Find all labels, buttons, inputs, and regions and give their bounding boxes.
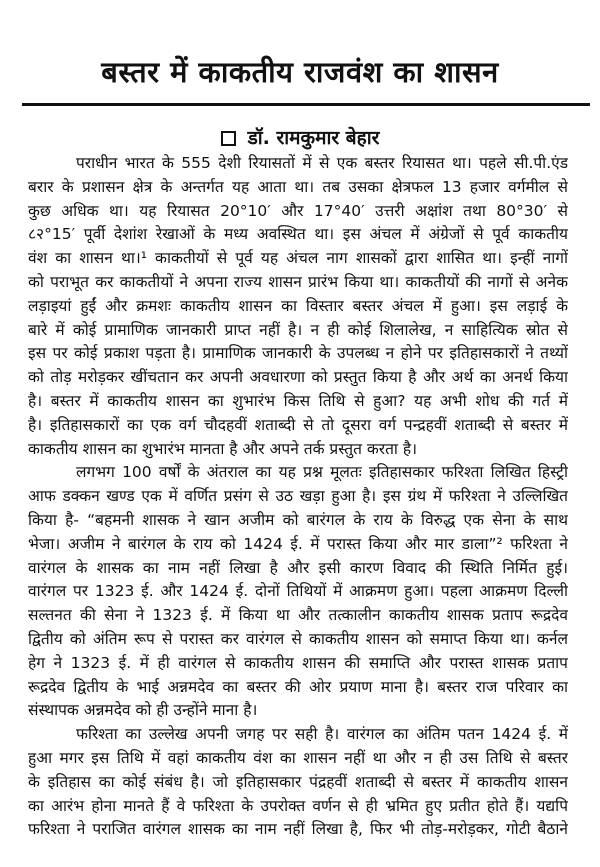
- text-line: है। इतिहासकारों का एक वर्ग चौदहवीं शताब्दी से तो दूसरा वर्ग पन्द्रहवीं शताब्दी से बस्तर में: [28, 415, 568, 434]
- text-line: संस्थापक अन्नमदेव को ही उन्होंने माना है।: [28, 701, 258, 720]
- text-line: काकतीय शासन का शुभारंभ मानता है और अपने तर्क प्रस्तुत करता है।: [28, 439, 417, 458]
- text-line: किया है- “बहमनी शासक ने खान अजीम को बारंगल के राय के विरुद्ध एक सेना के साथ: [28, 510, 568, 529]
- text-line: वारंगल के शासक का नाम नहीं लिखा है और इसी कारण विवाद की स्थिति निर्मित हुई।: [28, 558, 568, 577]
- paragraph: [28, 461, 568, 723]
- text-line: हेग ने 1323 ई. में ही वारंगल से काकतीय शासन की समाप्ति और परास्त शासक प्रताप: [28, 653, 568, 672]
- text-line: फरिश्ता का उल्लेख अपनी जगह पर सही है। वारंगल का अंतिम पतन 1424 ई. में: [76, 725, 568, 744]
- author-line: [0, 124, 600, 150]
- text-line: वंश का शासन था।¹ काकतीयों से पूर्व यह अंचल नाग शासकों द्वारा शासित था। इन्हीं नागों: [28, 249, 568, 268]
- text-line: आफ डक्कन खण्ड एक में वर्णित प्रसंग से उठ खड़ा हुआ है। इस ग्रंथ में फरिश्ता ने उल्लिखित: [28, 487, 568, 506]
- text-line: को पराभूत कर काकतीयों ने अपना राज्य शासन प्रारंभ किया था। काकतीयों की नागों से अनेक: [28, 272, 568, 291]
- text-line: रूद्रदेव द्वितीय के भाई अन्नमदेव का बस्तर की ओर प्रयाण माना है। बस्तर राज परिवार का: [28, 677, 568, 696]
- paragraph: [28, 723, 568, 842]
- text-line: फरिश्ता ने पराजित वारंगल शासक का नाम नहीं लिखा है, फिर भी तोड़-मरोड़कर, गोटी बैठाने: [28, 820, 568, 839]
- article-title: बस्तर में काकतीय राजवंश का शासन: [101, 55, 499, 89]
- text-line: वारंगल पर 1323 ई. और 1424 ई. दोनों तिथियों में आक्रमण हुआ। पहला आक्रमण दिल्ली: [28, 582, 568, 601]
- text-line: के इतिहास का कोई संबंध है। जो इतिहासकार पंद्रहवीं शताब्दी से बस्तर में काकतीय शासन: [28, 772, 568, 791]
- text-line: इस पर कोई प्रकाश पड़ता है। प्रामाणिक जानकारी के उपलब्ध न होने पर इतिहासकारों ने तथ्यों: [28, 344, 568, 363]
- paragraph: [28, 152, 568, 461]
- text-line: कुछ अधिक था। यह रियासत 20°10′ और 17°40′ उत्तरी अक्षांश तथा 80°30′ से: [28, 201, 568, 220]
- text-line: हुआ मगर इस तिथि में वहां काकतीय वंश का शासन नहीं था और न ही उस तिथि से बस्तर: [28, 748, 568, 767]
- text-line: सल्तनत की सेना ने 1323 ई. में किया था और तत्कालीन काकतीय शासक प्रताप रूद्रदेव: [28, 606, 568, 625]
- text-line: ८२°15′ पूर्वी देशांश रेखाओं के मध्य अवस्थित था। इस अंचल में अंग्रेजों से पूर्व काकतीय: [28, 225, 568, 244]
- title-divider: [22, 103, 590, 106]
- text-line: बारे में कोई प्रामाणिक जानकारी प्राप्त नहीं है। न ही कोई शिलालेख, न साहित्यिक स्रोत से: [28, 320, 568, 339]
- square-bullet-icon: [221, 131, 236, 146]
- text-line: लगभग 100 वर्षों के अंतराल का यह प्रश्न मूलतः इतिहासकार फरिश्ता लिखित हिस्ट्री: [76, 463, 568, 482]
- text-line: लड़ाइयां हुईं और क्रमशः काकतीय शासन का विस्तार बस्तर अंचल में हुआ। इस लड़ाई के: [28, 296, 568, 315]
- text-line: का आरंभ होना मानते हैं वे फरिश्ता के उपरोक्त वर्णन से ही भ्रमित हुए प्रतीत होते हैं। यद्यपि: [28, 796, 568, 815]
- text-line: भेजा। अजीम ने बारंगल के राय को 1424 ई. में परास्त किया और मार डाला”² फरिश्ता ने: [28, 534, 568, 553]
- text-line: है। बस्तर में काकतीय शासन का शुभारंभ किस तिथि से हुआ? यह अभी शोध की गर्त में: [28, 391, 568, 410]
- text-line: को तोड़ मरोड़कर खींचतान कर अपनी अवधारणा को प्रस्तुत किया है और अर्थ का अनर्थ किया: [28, 368, 568, 387]
- article-body: [28, 152, 568, 842]
- author-name: डॉ. रामकुमार बेहार: [247, 127, 380, 149]
- text-line: द्वितीय को अंतिम रूप से परास्त कर वारंगल से काकतीय शासन को समाप्त किया था। कर्नल: [28, 629, 568, 648]
- text-line: बरार के प्रशासन क्षेत्र के अन्तर्गत यह आता था। तब उसका क्षेत्रफल 13 हजार वर्गमील से: [28, 177, 568, 196]
- text-line: पराधीन भारत के 555 देशी रियासतों में से एक बस्तर रियासत था। पहले सी.पी.एंड: [76, 154, 568, 172]
